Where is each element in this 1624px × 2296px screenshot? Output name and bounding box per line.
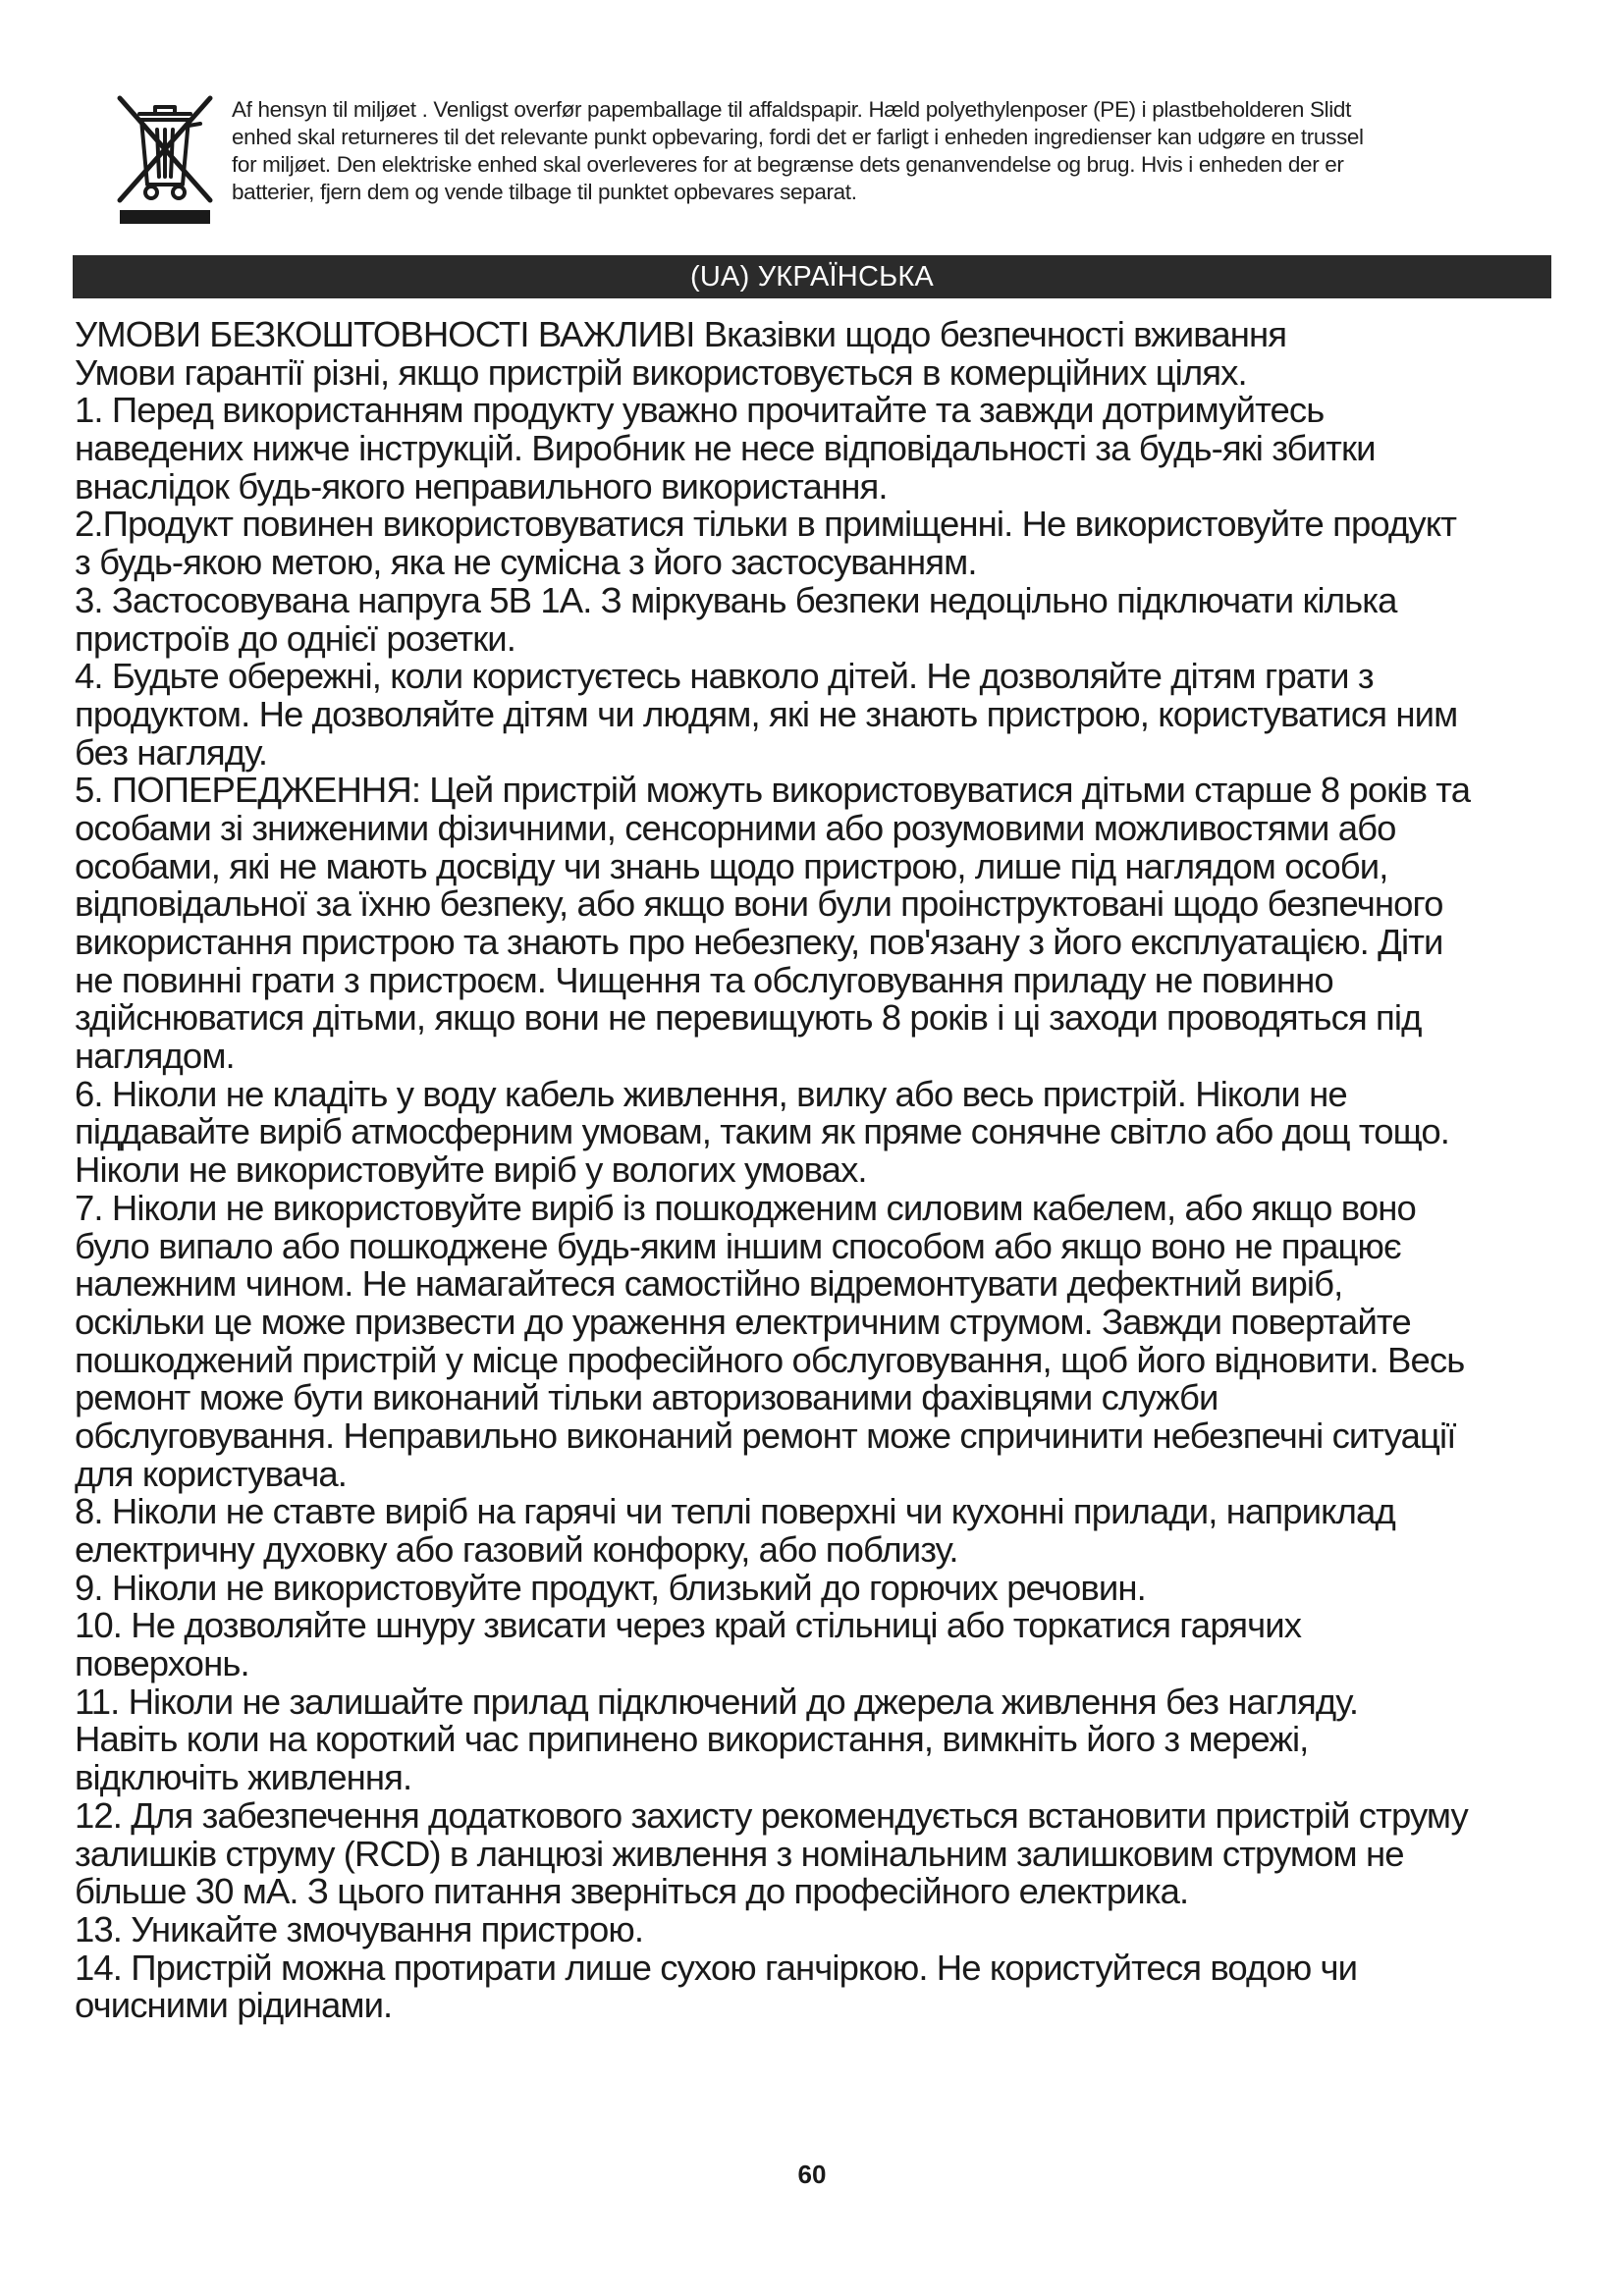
weee-notice [106, 94, 1520, 232]
text-line: належним чином. Не намагайтеся самостійно відремонтувати дефектний виріб, [75, 1263, 1343, 1305]
text-line: залишків струму (RCD) в ланцюзі живлення з номінальним залишковим струмом не [75, 1833, 1404, 1874]
text-line: для користувача. [75, 1453, 348, 1494]
text-line: відповідальної за їхню безпеку, або якщо вони були проінструктовані щодо безпечного [75, 883, 1443, 925]
text-line: Умови гарантії різні, якщо пристрій використовується в комерційних цілях. [75, 351, 1247, 393]
text-line: поверхонь. [75, 1643, 249, 1684]
text-line: особами, які не мають досвіду чи знань щодо пристрою, лише під наглядом особи, [75, 845, 1388, 886]
text-line: 7. Ніколи не використовуйте виріб із пошкодженим силовим кабелем, або якщо воно [75, 1187, 1416, 1228]
text-line: пошкоджений пристрій у місце професійного обслуговування, щоб його відновити. Весь [75, 1339, 1465, 1380]
text-line: електричну духовку або газовий конфорку, або поблизу. [75, 1529, 958, 1570]
text-line: піддавайте виріб атмосферним умовам, таким як пряме сонячне світло або дощ тощо. [75, 1111, 1449, 1152]
text-line: без нагляду. [75, 731, 268, 773]
text-line: 6. Ніколи не кладіть у воду кабель живлення, вилку або весь пристрій. Ніколи не [75, 1073, 1347, 1114]
weee-notice-line: Af hensyn til miljøet . Venligst overfør papemballage til affaldspapir. Hæld polyethylenposer (PE) i plastbeholderen Slidt [232, 97, 1352, 122]
text-line: 10. Не дозволяйте шнуру звисати через край стільниці або торкатися гарячих [75, 1605, 1302, 1646]
text-line: використання пристрою та знають про небезпеку, пов'язану з його експлуатацією. Діти [75, 922, 1443, 962]
text-line: пристроїв до однієї розетки. [75, 617, 516, 659]
text-line: УМОВИ БЕЗКОШТОВНОСТІ ВАЖЛИВІ Вказівки щодо безпечності вживання [75, 314, 1287, 354]
section-header-ukrainian: (UA) УКРАЇНСЬКА [73, 255, 1551, 298]
page-number: 60 [797, 2160, 827, 2189]
text-line: 9. Ніколи не використовуйте продукт, близький до горючих речовин. [75, 1567, 1146, 1608]
text-line: було випало або пошкоджене будь-яким іншим способом або якщо воно не працює [75, 1225, 1401, 1266]
text-line: Ніколи не використовуйте виріб у вологих умовах. [75, 1149, 867, 1191]
safety-instructions [75, 316, 1557, 2025]
text-line: більше 30 мА. З цього питання зверніться до професійного електрика. [75, 1871, 1189, 1912]
text-line: 2.Продукт повинен використовуватися тільки в приміщенні. Не використовуйте продукт [75, 504, 1457, 545]
crossed-out-wheelie-bin-icon [106, 94, 224, 228]
text-line: оскільки це може призвести до ураження електричним струмом. Завжди повертайте [75, 1301, 1411, 1342]
text-line: з будь-якою метою, яка не сумісна з його застосуванням. [75, 542, 977, 583]
text-line: 4. Будьте обережні, коли користуєтесь навколо дітей. Не дозволяйте дітям грати з [75, 656, 1374, 697]
text-line: Навіть коли на короткий час припинено використання, вимкніть його з мережі, [75, 1719, 1309, 1760]
text-line: відключіть живлення. [75, 1757, 412, 1798]
text-line: продуктом. Не дозволяйте дітям чи людям, які не знають пристрою, користуватися ним [75, 693, 1458, 734]
text-line: 13. Уникайте змочування пристрою. [75, 1908, 644, 1949]
text-line: здійснюватися дітьми, якщо вони не перевищують 8 років і ці заходи проводяться під [75, 997, 1422, 1039]
text-line: наглядом. [75, 1036, 235, 1077]
text-line: 14. Пристрій можна протирати лише сухою ганчіркою. Не користуйтеся водою чи [75, 1947, 1358, 1988]
weee-notice-line: batterier, fjern dem og vende tilbage til punktet opbevares separat. [232, 180, 857, 204]
text-line: не повинні грати з пристроєм. Чищення та обслуговування приладу не повинно [75, 959, 1333, 1000]
weee-notice-line: enhed skal returneres til det relevante punkt opbevaring, fordi det er farligt i enheden ingredienser kan udgøre en trussel [232, 125, 1364, 149]
text-line: внаслідок будь-якого неправильного використання. [75, 465, 888, 507]
text-line: особами зі зниженими фізичними, сенсорними або розумовими можливостями або [75, 807, 1396, 848]
text-line: 1. Перед використанням продукту уважно прочитайте та завжди дотримуйтесь [75, 390, 1325, 431]
text-line: обслуговування. Неправильно виконаний ремонт може спричинити небезпечні ситуації [75, 1415, 1456, 1456]
text-line: 5. ПОПЕРЕДЖЕННЯ: Цей пристрій можуть використовуватися дітьми старше 8 років та [75, 770, 1471, 811]
text-line: 11. Ніколи не залишайте прилад підключений до джерела живлення без нагляду. [75, 1681, 1359, 1722]
weee-notice-text [232, 96, 1624, 206]
weee-notice-line: for miljøet. Den elektriske enhed skal overleveres for at begrænse dets genanvendelse og brug. Hvis i enheden der er [232, 152, 1344, 177]
text-line: очисними рідинами. [75, 1985, 393, 2026]
text-line: наведених нижче інструкцій. Виробник не несе відповідальності за будь-які збитки [75, 428, 1376, 469]
text-line: ремонт може бути виконаний тільки авторизованими фахівцями служби [75, 1377, 1218, 1418]
text-line: 8. Ніколи не ставте виріб на гарячі чи теплі поверхні чи кухонні прилади, наприклад [75, 1491, 1395, 1532]
text-line: 12. Для забезпечення додаткового захисту рекомендується встановити пристрій струму [75, 1794, 1468, 1836]
text-line: 3. Застосовувана напруга 5В 1А. З міркувань безпеки недоцільно підключати кілька [75, 579, 1397, 620]
